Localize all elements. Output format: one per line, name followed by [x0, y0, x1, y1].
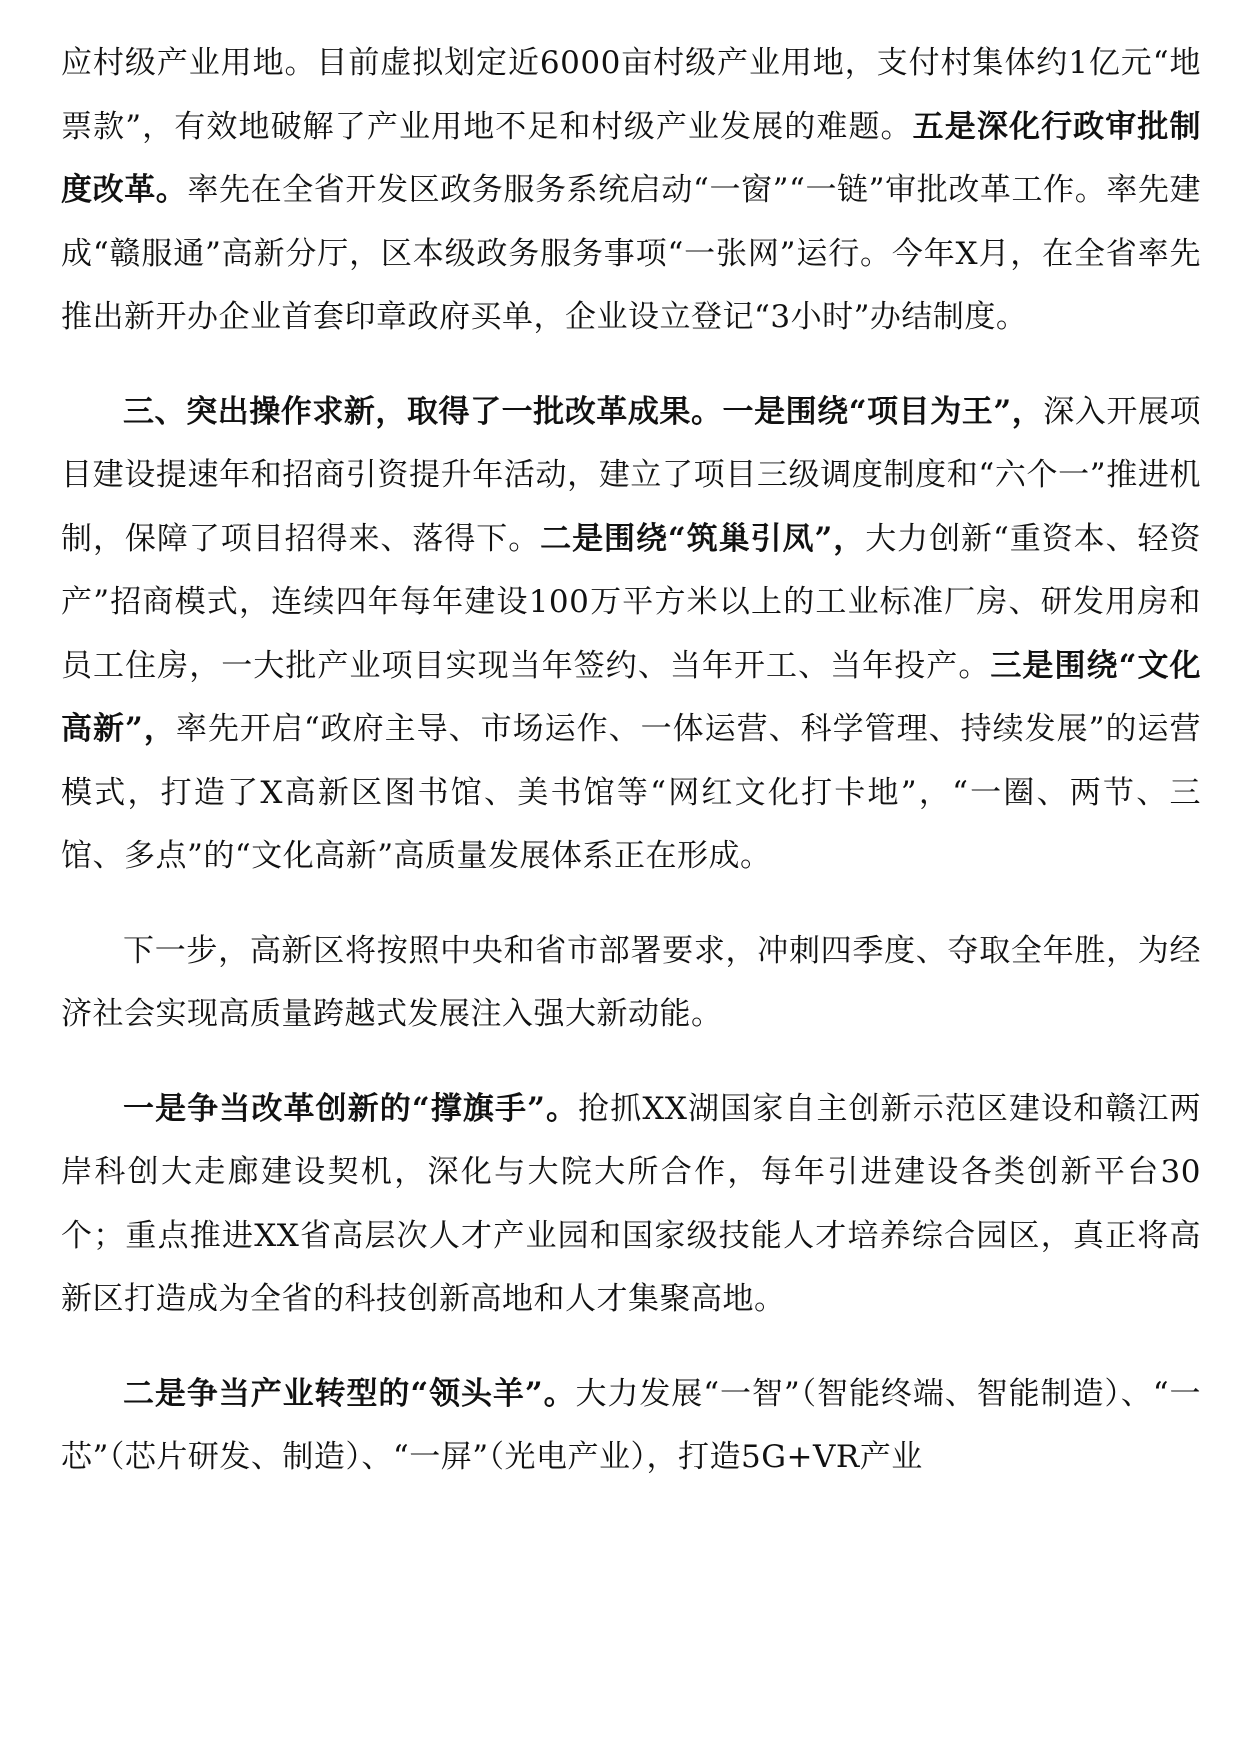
point-five-heading: 五是深化行政审批制度改革。 [61, 108, 1201, 208]
approval-reform-text: 率先在全省开发区政务服务系统启动“一窗”“一链”审批改革工作。率先建成“赣服通”高新分厅，区本级政务服务事项“一张网”运行。今年X月，在全省率先推出新开办企业首套印章政府买单，企业设立登记“3小时”办结制度。 [61, 172, 1202, 335]
section-three-heading: 三、突出操作求新，取得了一批改革成果。一是围绕“项目为王”， [123, 393, 1044, 430]
project-king-text: 深入开展项目建设提速年和招商引资提升年活动，建立了项目三级调度制度和“六个一”推进机制，保障了项目招得来、落得下。 [61, 393, 1201, 557]
paragraph-village-land-and-approval-reform [61, 32, 1201, 350]
paragraph-industrial-transformation [61, 1363, 1201, 1490]
paragraph-gap [61, 1047, 1201, 1078]
nest-building-heading: 二是围绕“筑巢引凤”， [540, 520, 866, 557]
industrial-transformation-text: 大力发展“一智”（智能终端、智能制造）、“一芯”（芯片研发、制造）、“一屏”（光电产业），打造5G+VR产业 [61, 1375, 1201, 1475]
reform-flagbearer-heading: 一是争当改革创新的“撑旗手”。 [123, 1090, 579, 1127]
paragraph-gap [61, 350, 1201, 381]
culture-hitech-heading: 三是围绕“文化高新”， [61, 647, 1201, 747]
village-land-text: 应村级产业用地。目前虚拟划定近6000亩村级产业用地，支付村集体约1亿元“地票款”，有效地破解了产业用地不足和村级产业发展的难题。 [61, 45, 1201, 145]
document-page [61, 32, 1201, 1490]
paragraph-gap [61, 1332, 1201, 1363]
nest-building-text: 大力创新“重资本、轻资产”招商模式，连续四年每年建设100万平方米以上的工业标准厂房、研发用房和员工住房，一大批产业项目实现当年签约、当年开工、当年投产。 [61, 520, 1201, 684]
paragraph-next-step [61, 920, 1201, 1047]
culture-hitech-text: 率先开启“政府主导、市场运作、一体运营、科学管理、持续发展”的运营模式，打造了X高新区图书馆、美书馆等“网红文化打卡地”，“一圈、两节、三馆、多点”的“文化高新”高质量发展体系正在形成。 [61, 711, 1201, 874]
reform-innovation-text: 抢抓XX湖国家自主创新示范区建设和赣江两岸科创大走廊建设契机，深化与大院大所合作，每年引进建设各类创新平台30个；重点推进XX省高层次人才产业园和国家级技能人才培养综合园区，真正将高新区打造成为全省的科技创新高地和人才集聚高地。 [61, 1090, 1202, 1317]
industry-leader-heading: 二是争当产业转型的“领头羊”。 [123, 1375, 576, 1412]
paragraph-reform-innovation [61, 1078, 1201, 1332]
paragraph-gap [61, 889, 1201, 920]
paragraph-reform-results [61, 381, 1201, 889]
next-step-text: 下一步，高新区将按照中央和省市部署要求，冲刺四季度、夺取全年胜，为经济社会实现高质量跨越式发展注入强大新动能。 [61, 932, 1201, 1032]
